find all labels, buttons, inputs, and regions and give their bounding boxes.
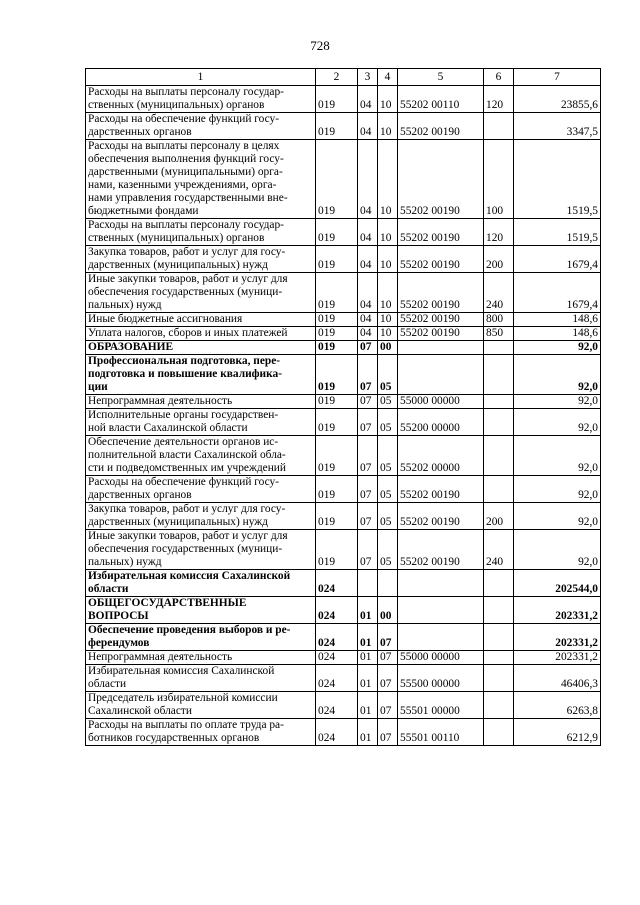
row-target-article-cell [398, 597, 484, 624]
table-row [86, 246, 601, 273]
table-row [86, 665, 601, 692]
row-admin-code-cell: 019 [316, 327, 358, 341]
row-expense-type-cell [484, 597, 514, 624]
row-admin-code-cell: 024 [316, 597, 358, 624]
table-row [86, 597, 601, 624]
row-name-cell: Расходы на обеспечение функций госу- дарственных органов [86, 476, 316, 503]
row-admin-code-cell: 024 [316, 719, 358, 746]
row-section-cell: 04 [358, 313, 378, 327]
row-target-article-cell: 55202 00190 [398, 273, 484, 313]
row-subsection-cell [378, 570, 398, 597]
column-header-1: 1 [86, 69, 316, 86]
row-name-cell: Иные закупки товаров, работ и услуг для обеспечения государственных (муници- пальных) нужд [86, 530, 316, 570]
row-name-cell: Непрограммная деятельность [86, 651, 316, 665]
row-name-cell: Закупка товаров, работ и услуг для госу- дарственных (муниципальных) нужд [86, 246, 316, 273]
row-name-cell: Закупка товаров, работ и услуг для госу- дарственных (муниципальных) нужд [86, 503, 316, 530]
row-target-article-cell [398, 341, 484, 355]
row-target-article-cell: 55202 00190 [398, 530, 484, 570]
row-expense-type-cell: 200 [484, 246, 514, 273]
row-section-cell: 01 [358, 624, 378, 651]
row-amount-cell: 92,0 [514, 436, 601, 476]
row-subsection-cell: 05 [378, 530, 398, 570]
row-expense-type-cell: 850 [484, 327, 514, 341]
row-section-cell: 01 [358, 692, 378, 719]
row-target-article-cell: 55202 00190 [398, 113, 484, 140]
row-admin-code-cell: 019 [316, 409, 358, 436]
row-expense-type-cell: 120 [484, 219, 514, 246]
row-section-cell: 04 [358, 86, 378, 113]
row-admin-code-cell: 019 [316, 273, 358, 313]
table-row [86, 624, 601, 651]
row-amount-cell: 6212,9 [514, 719, 601, 746]
row-target-article-cell: 55202 00190 [398, 219, 484, 246]
row-amount-cell: 92,0 [514, 341, 601, 355]
table-row [86, 530, 601, 570]
row-section-cell: 04 [358, 327, 378, 341]
row-name-cell: Иные закупки товаров, работ и услуг для обеспечения государственных (муници- пальных) нужд [86, 273, 316, 313]
row-subsection-cell: 00 [378, 341, 398, 355]
row-name-cell: Избирательная комиссия Сахалинской области [86, 570, 316, 597]
row-target-article-cell [398, 355, 484, 395]
row-admin-code-cell: 024 [316, 570, 358, 597]
table-row [86, 327, 601, 341]
row-expense-type-cell [484, 719, 514, 746]
row-target-article-cell: 55202 00190 [398, 140, 484, 219]
row-target-article-cell [398, 624, 484, 651]
row-admin-code-cell: 019 [316, 503, 358, 530]
row-expense-type-cell: 240 [484, 530, 514, 570]
row-subsection-cell: 10 [378, 273, 398, 313]
row-name-cell: Председатель избирательной комиссии Сахалинской области [86, 692, 316, 719]
row-admin-code-cell: 019 [316, 341, 358, 355]
row-admin-code-cell: 024 [316, 651, 358, 665]
row-subsection-cell: 10 [378, 219, 398, 246]
row-target-article-cell: 55501 00110 [398, 719, 484, 746]
row-admin-code-cell: 019 [316, 476, 358, 503]
row-expense-type-cell [484, 665, 514, 692]
row-subsection-cell: 05 [378, 409, 398, 436]
table-row [86, 219, 601, 246]
row-subsection-cell: 07 [378, 692, 398, 719]
row-subsection-cell: 07 [378, 665, 398, 692]
row-section-cell: 07 [358, 476, 378, 503]
row-amount-cell: 6263,8 [514, 692, 601, 719]
row-name-cell: ОБРАЗОВАНИЕ [86, 341, 316, 355]
row-target-article-cell: 55501 00000 [398, 692, 484, 719]
row-amount-cell: 3347,5 [514, 113, 601, 140]
row-expense-type-cell [484, 692, 514, 719]
row-section-cell: 01 [358, 651, 378, 665]
row-amount-cell: 92,0 [514, 395, 601, 409]
column-header-5: 5 [398, 69, 484, 86]
row-section-cell: 07 [358, 395, 378, 409]
row-section-cell: 04 [358, 273, 378, 313]
row-amount-cell: 1519,5 [514, 219, 601, 246]
row-admin-code-cell: 019 [316, 86, 358, 113]
row-name-cell: ОБЩЕГОСУДАРСТВЕННЫЕ ВОПРОСЫ [86, 597, 316, 624]
page-number: 728 [310, 38, 330, 53]
row-amount-cell: 92,0 [514, 530, 601, 570]
row-amount-cell: 202331,2 [514, 624, 601, 651]
row-admin-code-cell: 019 [316, 530, 358, 570]
row-admin-code-cell: 019 [316, 113, 358, 140]
row-target-article-cell: 55202 00190 [398, 476, 484, 503]
row-section-cell: 07 [358, 355, 378, 395]
row-subsection-cell: 05 [378, 395, 398, 409]
row-target-article-cell: 55000 00000 [398, 651, 484, 665]
row-section-cell: 04 [358, 246, 378, 273]
row-expense-type-cell: 800 [484, 313, 514, 327]
row-section-cell: 01 [358, 597, 378, 624]
row-admin-code-cell: 019 [316, 219, 358, 246]
table-row [86, 395, 601, 409]
row-target-article-cell: 55202 00190 [398, 327, 484, 341]
row-expense-type-cell [484, 355, 514, 395]
table-row [86, 113, 601, 140]
row-amount-cell: 46406,3 [514, 665, 601, 692]
row-target-article-cell: 55202 00110 [398, 86, 484, 113]
row-amount-cell: 202331,2 [514, 651, 601, 665]
row-expense-type-cell: 240 [484, 273, 514, 313]
row-subsection-cell: 05 [378, 355, 398, 395]
row-expense-type-cell [484, 395, 514, 409]
row-subsection-cell: 10 [378, 313, 398, 327]
row-target-article-cell: 55202 00190 [398, 246, 484, 273]
row-subsection-cell: 07 [378, 624, 398, 651]
row-amount-cell: 23855,6 [514, 86, 601, 113]
row-section-cell: 01 [358, 665, 378, 692]
row-name-cell: Расходы на выплаты персоналу государ- ственных (муниципальных) органов [86, 219, 316, 246]
column-header-3: 3 [358, 69, 378, 86]
column-header-6: 6 [484, 69, 514, 86]
table-row [86, 476, 601, 503]
row-amount-cell: 92,0 [514, 355, 601, 395]
row-section-cell [358, 570, 378, 597]
row-section-cell: 04 [358, 219, 378, 246]
table-row [86, 355, 601, 395]
table-row [86, 140, 601, 219]
row-expense-type-cell [484, 436, 514, 476]
row-target-article-cell [398, 570, 484, 597]
table-header-row [86, 69, 601, 86]
row-amount-cell: 202331,2 [514, 597, 601, 624]
row-amount-cell: 202544,0 [514, 570, 601, 597]
row-admin-code-cell: 024 [316, 624, 358, 651]
row-subsection-cell: 10 [378, 327, 398, 341]
row-subsection-cell: 05 [378, 476, 398, 503]
row-name-cell: Обеспечение деятельности органов ис- полнительной власти Сахалинской обла- сти и подведомственных им учреждений [86, 436, 316, 476]
row-expense-type-cell: 100 [484, 140, 514, 219]
row-expense-type-cell [484, 409, 514, 436]
row-target-article-cell: 55202 00000 [398, 436, 484, 476]
row-name-cell: Непрограммная деятельность [86, 395, 316, 409]
row-subsection-cell: 00 [378, 597, 398, 624]
row-amount-cell: 1519,5 [514, 140, 601, 219]
row-expense-type-cell: 200 [484, 503, 514, 530]
row-expense-type-cell [484, 476, 514, 503]
table-row [86, 273, 601, 313]
row-section-cell: 07 [358, 409, 378, 436]
budget-table [85, 68, 601, 746]
row-amount-cell: 92,0 [514, 476, 601, 503]
row-subsection-cell: 10 [378, 113, 398, 140]
row-target-article-cell: 55000 00000 [398, 395, 484, 409]
column-header-4: 4 [378, 69, 398, 86]
row-subsection-cell: 10 [378, 246, 398, 273]
row-target-article-cell: 55202 00190 [398, 503, 484, 530]
row-expense-type-cell [484, 570, 514, 597]
row-name-cell: Обеспечение проведения выборов и ре- ферендумов [86, 624, 316, 651]
row-amount-cell: 92,0 [514, 409, 601, 436]
row-admin-code-cell: 019 [316, 395, 358, 409]
row-target-article-cell: 55500 00000 [398, 665, 484, 692]
table-row [86, 651, 601, 665]
table-row [86, 341, 601, 355]
row-admin-code-cell: 019 [316, 246, 358, 273]
row-admin-code-cell: 019 [316, 140, 358, 219]
row-expense-type-cell [484, 624, 514, 651]
row-amount-cell: 92,0 [514, 503, 601, 530]
row-admin-code-cell: 024 [316, 665, 358, 692]
row-expense-type-cell [484, 113, 514, 140]
row-name-cell: Расходы на выплаты персоналу в целях обеспечения выполнения функций госу- дарственными (муниципальными) орга- нами, казенными учреждениями, орга- нами управления государственными вне- бюджетными фондами [86, 140, 316, 219]
table-row [86, 313, 601, 327]
row-subsection-cell: 10 [378, 140, 398, 219]
row-name-cell: Иные бюджетные ассигнования [86, 313, 316, 327]
table-body [86, 86, 601, 746]
row-section-cell: 07 [358, 503, 378, 530]
row-admin-code-cell: 019 [316, 355, 358, 395]
table-row [86, 570, 601, 597]
row-expense-type-cell [484, 651, 514, 665]
row-target-article-cell: 55200 00000 [398, 409, 484, 436]
row-amount-cell: 148,6 [514, 327, 601, 341]
row-amount-cell: 1679,4 [514, 246, 601, 273]
row-section-cell: 04 [358, 140, 378, 219]
table-row [86, 86, 601, 113]
row-name-cell: Избирательная комиссия Сахалинской области [86, 665, 316, 692]
row-section-cell: 07 [358, 341, 378, 355]
row-subsection-cell: 05 [378, 503, 398, 530]
row-subsection-cell: 05 [378, 436, 398, 476]
row-section-cell: 01 [358, 719, 378, 746]
row-name-cell: Исполнительные органы государствен- ной власти Сахалинской области [86, 409, 316, 436]
row-section-cell: 07 [358, 436, 378, 476]
row-admin-code-cell: 019 [316, 313, 358, 327]
row-admin-code-cell: 019 [316, 436, 358, 476]
row-target-article-cell: 55202 00190 [398, 313, 484, 327]
table-row [86, 503, 601, 530]
row-name-cell: Профессиональная подготовка, пере- подготовка и повышение квалифика- ции [86, 355, 316, 395]
row-expense-type-cell [484, 341, 514, 355]
row-admin-code-cell: 024 [316, 692, 358, 719]
row-name-cell: Расходы на обеспечение функций госу- дарственных органов [86, 113, 316, 140]
row-section-cell: 04 [358, 113, 378, 140]
table-row [86, 719, 601, 746]
row-section-cell: 07 [358, 530, 378, 570]
row-name-cell: Расходы на выплаты персоналу государ- ственных (муниципальных) органов [86, 86, 316, 113]
table-row [86, 436, 601, 476]
row-subsection-cell: 07 [378, 719, 398, 746]
column-header-2: 2 [316, 69, 358, 86]
table-row [86, 409, 601, 436]
row-name-cell: Расходы на выплаты по оплате труда ра- ботников государственных органов [86, 719, 316, 746]
column-header-7: 7 [514, 69, 601, 86]
row-name-cell: Уплата налогов, сборов и иных платежей [86, 327, 316, 341]
row-subsection-cell: 10 [378, 86, 398, 113]
row-subsection-cell: 07 [378, 651, 398, 665]
row-amount-cell: 1679,4 [514, 273, 601, 313]
row-expense-type-cell: 120 [484, 86, 514, 113]
row-amount-cell: 148,6 [514, 313, 601, 327]
table-row [86, 692, 601, 719]
